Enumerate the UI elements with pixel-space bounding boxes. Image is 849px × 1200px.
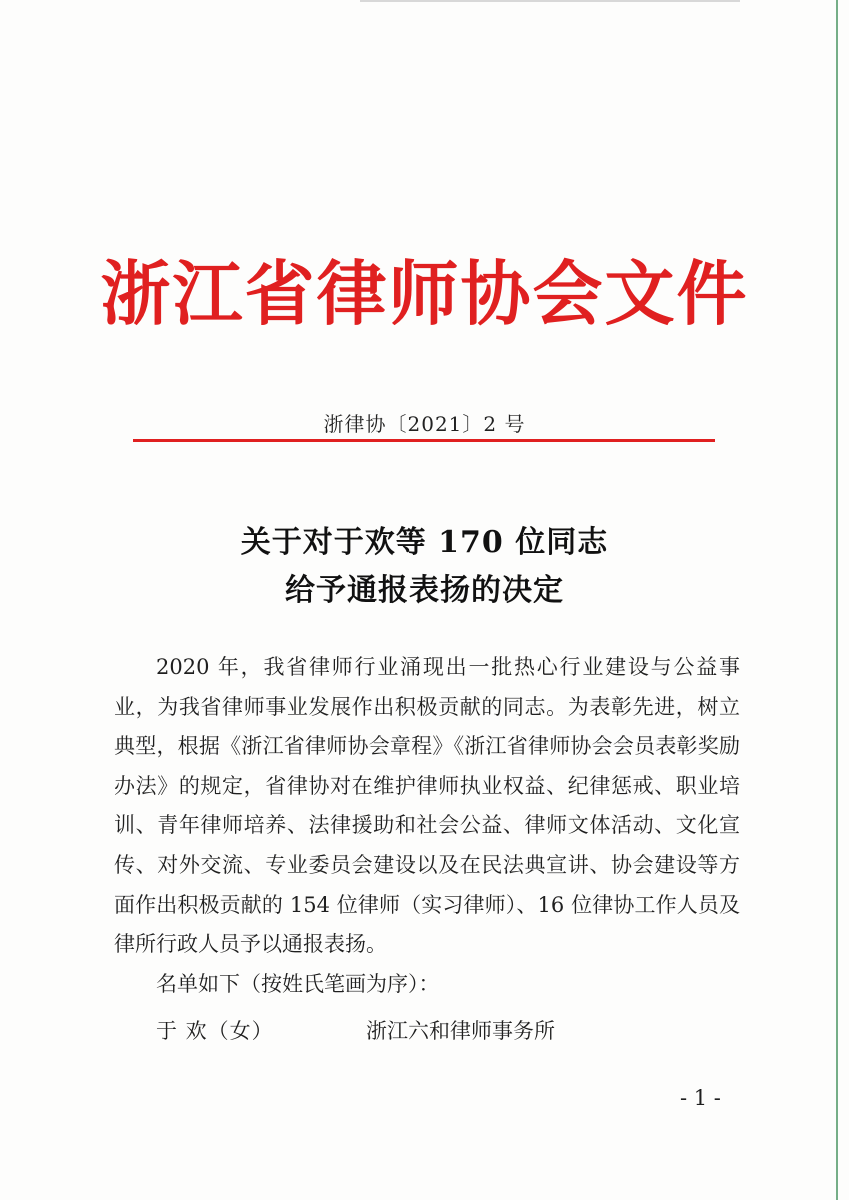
entry-law-firm: 浙江六和律师事务所 <box>366 1019 555 1043</box>
document-body-paragraph: 2020 年，我省律师行业涌现出一批热心行业建设与公益事业，为我省律师事业发展作出积极贡献的同志。为表彰先进，树立典型，根据《浙江省律师协会章程》《浙江省律师协会会员表彰奖励办法》的规定，省律协对在维护律师执业权益、纪律惩戒、职业培训、青年律师培养、法律援助和社会公益、律师文体活动、文化宣传、对外交流、专业委员会建设以及在民法典宣讲、协会建设等方面作出积极贡献的 154 位律师（实习律师）、16 位律协工作人员及律所行政人员予以通报表扬。 <box>114 655 740 957</box>
entry-name: 于 欢（女） <box>156 1019 274 1043</box>
red-divider-line <box>133 439 715 442</box>
document-number: 浙律协〔2021〕2 号 <box>323 412 526 436</box>
issuer-header-title: 浙江省律师协会文件 <box>100 252 749 335</box>
document-title-line-1: 关于对于欢等 170 位同志 <box>240 525 609 560</box>
page-number: - 1 - <box>680 1086 721 1110</box>
scan-top-edge <box>360 0 740 2</box>
document-title-line-2: 给予通报表扬的决定 <box>285 573 564 608</box>
name-list-intro: 名单如下（按姓氏笔画为序）： <box>156 972 440 996</box>
